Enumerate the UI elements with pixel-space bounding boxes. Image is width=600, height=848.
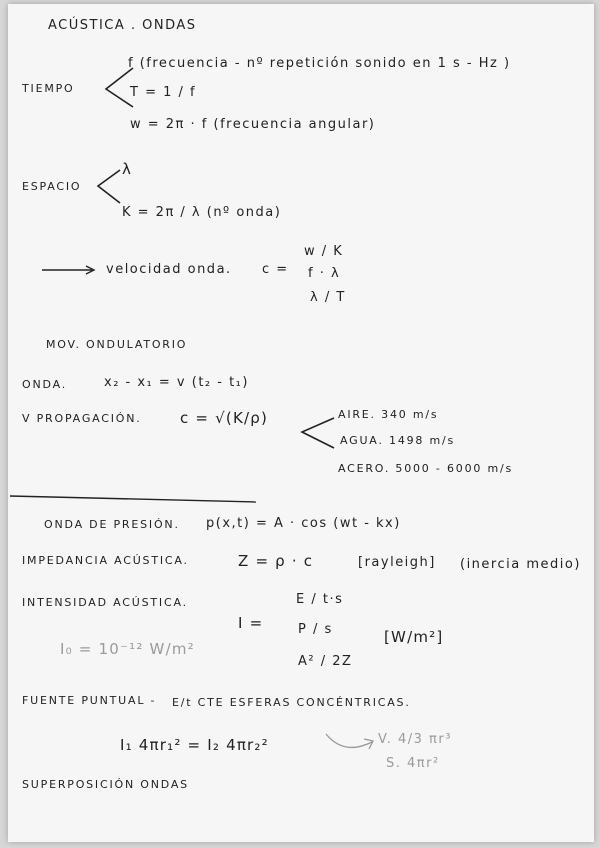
fuente-volumen: V. 4/3 πr³: [378, 732, 452, 747]
lambda-line: λ: [122, 160, 133, 178]
section-divider: [10, 496, 256, 502]
intensidad-i: I =: [238, 614, 264, 632]
page-title: ACÚSTICA . ONDAS: [48, 18, 197, 33]
onda-eq: x₂ - x₁ = v (t₂ - t₁): [104, 375, 249, 390]
fuente-superficie: S. 4πr²: [386, 756, 440, 771]
velocidad-opt2: f · λ: [308, 266, 341, 281]
intensidad-opt1: E / t·s: [296, 592, 344, 607]
frecuencia-line: f (frecuencia - nº repetición sonido en 1 s - Hz ): [128, 56, 511, 71]
espacio-label: ESPACIO: [22, 180, 82, 193]
periodo-line: T = 1 / f: [130, 85, 197, 100]
tiempo-label: TIEMPO: [22, 82, 75, 95]
impedancia-label: IMPEDANCIA ACÚSTICA.: [22, 554, 189, 567]
velocidad-label: velocidad onda.: [106, 262, 232, 277]
velocidad-opt3: λ / T: [310, 290, 346, 305]
curved-arrow: [326, 734, 372, 747]
intensidad-opt2: P / s: [298, 622, 333, 637]
velocidad-agua: AGUA. 1498 m/s: [340, 434, 456, 447]
tiempo-brace: [106, 68, 133, 107]
impedancia-eq: Z = ρ · c: [238, 552, 314, 570]
mov-ondulatorio-heading: MOV. ONDULATORIO: [46, 338, 188, 351]
intensidad-opt3: A² / 2Z: [298, 654, 353, 669]
fuente-desc: E/t CTE ESFERAS CONCÉNTRICAS.: [172, 696, 411, 709]
velocidad-aire: AIRE. 340 m/s: [338, 408, 439, 421]
espacio-brace: [98, 170, 120, 203]
propagation-brace: [302, 418, 334, 448]
intensidad-unit: [W/m²]: [384, 628, 444, 646]
propagacion-label: V PROPAGACIÓN.: [22, 412, 142, 425]
numero-onda-line: K = 2π / λ (nº onda): [122, 205, 282, 220]
intensidad-reference: I₀ = 10⁻¹² W/m²: [60, 640, 195, 658]
impedancia-unit: [rayleigh]: [358, 555, 436, 570]
onda-presion-eq: p(x,t) = A · cos (wt - kx): [206, 516, 401, 531]
impedancia-note: (inercia medio): [460, 557, 581, 572]
propagacion-eq: c = √(K/ρ): [180, 409, 269, 427]
onda-label: ONDA.: [22, 378, 67, 391]
intensidad-label: INTENSIDAD ACÚSTICA.: [22, 596, 188, 609]
frecuencia-angular-line: w = 2π · f (frecuencia angular): [130, 117, 376, 132]
velocidad-acero: ACERO. 5000 - 6000 m/s: [338, 462, 514, 475]
velocidad-opt1: w / K: [304, 244, 344, 259]
velocidad-c: c =: [262, 262, 289, 277]
notebook-page: [8, 4, 594, 842]
fuente-eq: I₁ 4πr₁² = I₂ 4πr₂²: [120, 736, 269, 754]
onda-presion-label: ONDA DE PRESIÓN.: [44, 518, 180, 531]
superposicion-heading: SUPERPOSICIÓN ONDAS: [22, 778, 189, 791]
fuente-label: FUENTE PUNTUAL -: [22, 694, 157, 707]
